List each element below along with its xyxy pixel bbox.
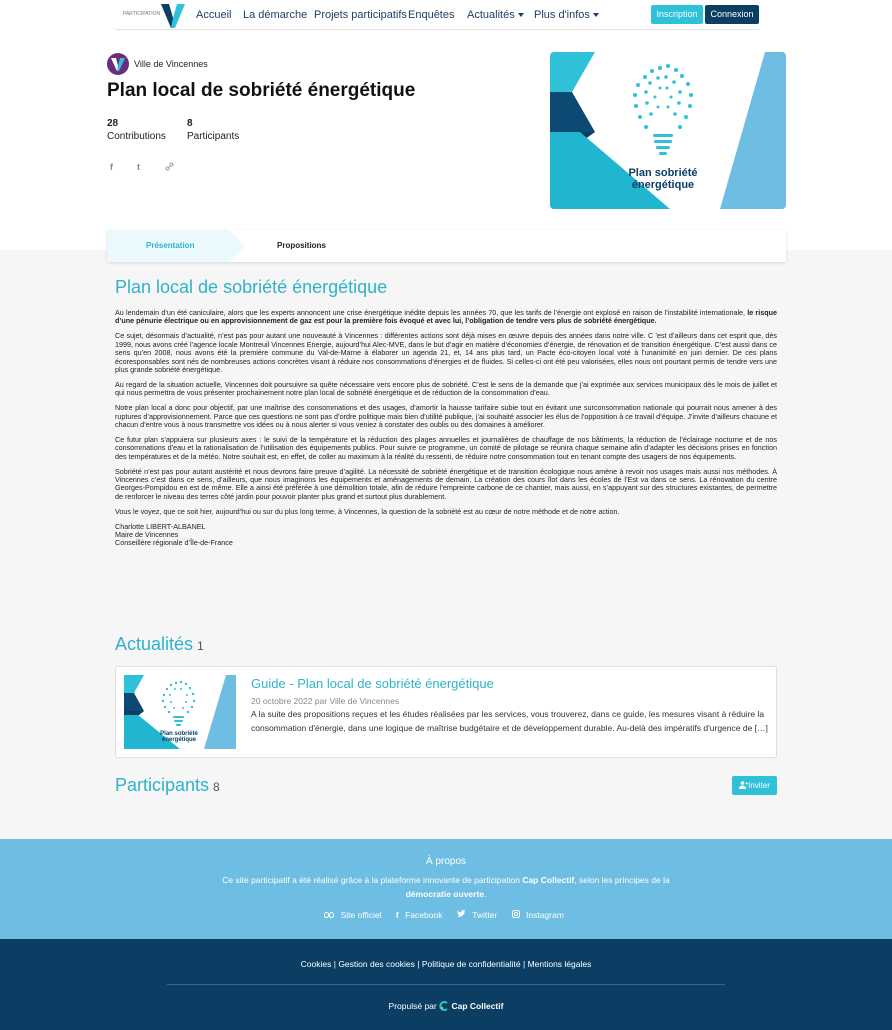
news-item-title[interactable]: Guide - Plan local de sobriété énergétique	[251, 676, 494, 691]
news-thumbnail-graphic	[124, 675, 236, 749]
signature-role: Maire de Vincennes	[115, 530, 179, 540]
stat-participants	[187, 117, 239, 143]
paragraph-1-text: Au lendemain d’un été caniculaire, alors que les experts annoncent une crise énergétique inédite depuis les années 70, que les tarifs de l’énergie ont explosé en raison de l’instabilité internationale,	[115, 308, 748, 317]
signup-button[interactable]: Inscription	[651, 5, 703, 24]
footer-link-instagram[interactable]	[512, 910, 568, 920]
tab-presentation[interactable]	[107, 230, 229, 262]
paragraph-7: Vous le voyez, que ce soit hier, aujourd’hui ou sur du plus long terme, à Vincennes, la question de la sobriété est au cœur de notre méthode et de notre action.	[115, 506, 620, 516]
invite-button[interactable]	[732, 776, 777, 795]
presentation-title: Plan local de sobriété énergétique	[115, 277, 388, 297]
paragraph-5: Ce futur plan s’appuiera sur plusieurs axes : le suivi de la température et la réduction des plages annuelles et journalières de chauffage de nos bâtiments, la réduction de l’éclairage nocturne et de nos consommations d’eau et la rationalisation de l’utilisation des équipements publics. Pour suivre ce programme, un comité de pilotage se réunira chaque semaine afin d’adapter les décisions prises en fonction des températures et de la météo. Notre souhait est, en effet, de coller au maximum à la réalité du ressenti, de réduire notre consommation tout en tenant compte des usagers de nos équipements.	[115, 434, 777, 461]
footer-cookie-management-link[interactable]: Gestion des cookies	[338, 959, 415, 969]
news-title: Actualités	[115, 634, 194, 654]
news-count: 1	[197, 639, 204, 653]
paragraph-4: Notre plan local a donc pour objectif, par une maîtrise des consommations et des usages, d’amortir la hausse tarifaire subie tout en évitant une surconsommation nationale qui pourrait nous amener à des ruptures d’approvisionnement. Parce que ces questions ne sont pas d’ordre politique mais bien d’utilité publique, j’ai souhaité associer les élus de l’opposition à ce travail d’équipe. J’invite d’ailleurs chacune et chacun d’entre vous à nous transmettre vos idées ou à nous alerter si vous veniez à constater des oublis ou des domaines à améliorer.	[115, 403, 777, 429]
login-button[interactable]: Connexion	[705, 5, 759, 24]
powered-by-text: Propulsé par	[388, 1001, 437, 1011]
footer-legal-notice-link[interactable]: Mentions légales	[527, 959, 592, 969]
nav-actualites-label: Actualités	[467, 9, 515, 21]
project-cover-image	[550, 52, 786, 209]
tab-presentation-label: Présentation	[146, 241, 195, 250]
footer-legal-links	[0, 959, 892, 969]
footer-about-dot: .	[484, 889, 487, 899]
news-card[interactable]	[115, 666, 777, 758]
invite-button-label: Inviter	[748, 781, 770, 790]
tab-propositions[interactable]: Propositions	[277, 241, 326, 250]
thumb-text-line2: énergétique	[161, 737, 197, 743]
lightbulb-icon	[633, 64, 693, 155]
capcollectif-logo-icon	[439, 1001, 449, 1011]
footer-powered-by	[0, 1001, 892, 1011]
chevron-down-icon	[593, 13, 599, 17]
news-item-meta: 20 octobre 2022 par Ville de Vincennes	[251, 696, 400, 706]
cover-graphic	[550, 52, 786, 209]
signature-role-2: Conseillère régionale d’Île-de-France	[115, 538, 233, 548]
paragraph-1	[115, 309, 777, 326]
separator: |	[333, 959, 336, 969]
cover-text-line2: énergétique	[631, 179, 695, 191]
footer-link-twitter[interactable]	[457, 910, 501, 920]
footer-link-site-label: Site officiel	[340, 910, 382, 920]
chevron-down-icon	[518, 13, 524, 17]
project-tabs	[107, 230, 786, 262]
stat-participants-label: Participants	[187, 131, 240, 142]
author-avatar[interactable]	[107, 53, 129, 75]
footer-legal	[0, 939, 892, 1030]
participants-count: 8	[213, 780, 220, 794]
stat-participants-value: 8	[187, 118, 193, 129]
footer-about-line2	[0, 889, 892, 899]
separator: |	[522, 959, 526, 969]
nav-projets-participatifs[interactable]: Projets participatifs	[314, 9, 407, 21]
vincennes-logo-icon	[107, 53, 129, 75]
instagram-icon	[512, 910, 520, 918]
footer-link-instagram-label: Instagram	[526, 910, 564, 920]
facebook-share-icon[interactable]: f	[110, 162, 113, 172]
top-navbar	[0, 0, 892, 30]
thumb-text-line1: Plan sobriété	[160, 731, 198, 737]
powered-by-link[interactable]: Cap Collectif	[451, 1001, 504, 1011]
separator: |	[417, 959, 420, 969]
participants-section-title	[115, 775, 220, 796]
nav-la-demarche[interactable]: La démarche	[243, 9, 308, 21]
site-logo[interactable]	[123, 2, 183, 28]
footer-cookies-link[interactable]: Cookies	[300, 959, 332, 969]
nav-accueil[interactable]: Accueil	[196, 9, 232, 21]
paragraph-6: Sobriété n’est pas pour autant austérité et nous devrons faire preuve d’agilité. La nécessité de sobriété énergétique et de transition écologique nous amène à revoir nos usages mais aussi nos méthodes. À Vincennes c’est dans ce sens, d’ailleurs, que nous imaginons les équipements et aménagements de demain. La création des cours îlot dans les écoles de l’Est va dans ce sens. La rénovation du centre Georges-Pompidou en est de même. Elle a ainsi été préférée à une démolition totale, afin de réduire l’empreinte carbone de ce chantier, mais aussi, en s’appuyant sur des structures existantes, de permettre de renforcer le niveau des terres côté jardin pour pouvoir planter plus grand et surtout plus durablement.	[115, 466, 777, 501]
footer-about-title: À propos	[425, 856, 467, 867]
paragraph-1-bold: le risque d’une pénurie électrique ou en approvisionnement de gaz est pour la première fois évoqué et avec lui, l’obligation de tendre vers plus de sobriété énergétique.	[115, 308, 777, 326]
stat-contributions	[107, 117, 166, 143]
news-item-excerpt: A la suite des propositions reçues et les études réalisées par les services, vous trouverez, dans ce guide, les mesures visant à réduire la consommation d'énergie, dans une logique de maîtrise budgétaire et de développement durable. Au-delà des impératifs d'urgence de […]	[251, 709, 768, 733]
cover-text-line1: Plan sobriété	[628, 167, 698, 179]
footer-about-text-2: , selon les principes de la	[574, 875, 670, 885]
twitter-icon	[457, 910, 466, 918]
signature-name: Charlotte LIBERT-ALBANEL	[115, 521, 206, 531]
presentation-text	[115, 309, 777, 548]
footer-about	[0, 839, 892, 939]
news-thumbnail[interactable]	[124, 675, 236, 749]
facebook-icon: f	[395, 910, 399, 920]
twitter-share-icon[interactable]: t	[137, 162, 140, 172]
footer-link-facebook-label: Facebook	[405, 910, 443, 920]
nav-enquetes[interactable]: Enquêtes	[408, 9, 455, 21]
nav-plus-infos-label: Plus d'infos	[534, 9, 590, 21]
footer-capcollectif-link[interactable]: Cap Collectif	[522, 875, 575, 885]
footer-about-line1	[0, 875, 892, 885]
link-icon	[324, 912, 334, 918]
stat-contributions-label: Contributions	[107, 131, 166, 142]
nav-plus-infos[interactable]	[534, 9, 599, 21]
footer-link-twitter-label: Twitter	[472, 910, 498, 920]
nav-actualites[interactable]	[467, 9, 524, 21]
stat-contributions-value: 28	[107, 118, 119, 129]
logo-text: PARTICIPATION	[123, 11, 161, 17]
footer-link-facebook[interactable]	[396, 910, 447, 920]
logo-v-icon	[161, 2, 185, 28]
add-user-icon	[739, 781, 748, 789]
footer-privacy-link[interactable]: Politique de confidentialité	[421, 959, 521, 969]
footer-democratie-link[interactable]: démocratie ouverte	[405, 889, 485, 899]
footer-about-text: Ce site participatif a été réalisé grâce à la plateforme innovante de participation	[222, 875, 523, 885]
footer-link-site[interactable]	[324, 910, 385, 920]
paragraph-2: Ce sujet, désormais d’actualité, n’est pas pour autant une nouveauté à Vincennes : différentes actions sont déjà mises en œuvre depuis des années dans notre ville. C ’est d’ailleurs dans cet esprit que, dès 1999, nous avons créé l’agence locale Montreuil Vincennes Energie, aujourd’hui Alec-MVE, dans le but d’agir en matière d’économies d’énergie, de rénovation et de transition énergétique. C’est aussi dans ce sens qu’en 2008, nous avons été la première commune du Val-de-Marne à élaborer un agenda 21, et, 14 ans plus tard, un Pacte éco-citoyen local voté à l’unanimité en juin dernier. De ces plans écoresponsables sont nés de nombreuses actions concrètes visant à réduire nos consommations d’énergies et de fluides. Si celles-ci ont été peu valorisées, elles nous ont pourtant permis de tendre vers une plus grande sobriété énergétique.	[115, 331, 777, 374]
footer-social-links	[0, 910, 892, 920]
tab-arrow	[229, 230, 245, 262]
footer-divider	[167, 984, 725, 985]
page-title: Plan local de sobriété énergétique	[107, 80, 416, 101]
link-icon	[165, 162, 174, 171]
paragraph-3: Au regard de la situation actuelle, Vincennes doit poursuivre sa quête nécessaire vers encore plus de sobriété. C’est le sens de la demande que j’ai exprimée aux services municipaux dès le mois de juillet et qui nous permettra de vous présenter prochainement notre plan local de sobriété énergétique et de réduction de la consommation d’eau.	[115, 379, 777, 398]
link-share-icon[interactable]	[165, 162, 174, 173]
lightbulb-icon	[162, 681, 195, 726]
participants-title: Participants	[115, 775, 210, 795]
news-section-title	[115, 634, 204, 655]
author-name[interactable]: Ville de Vincennes	[134, 59, 208, 69]
